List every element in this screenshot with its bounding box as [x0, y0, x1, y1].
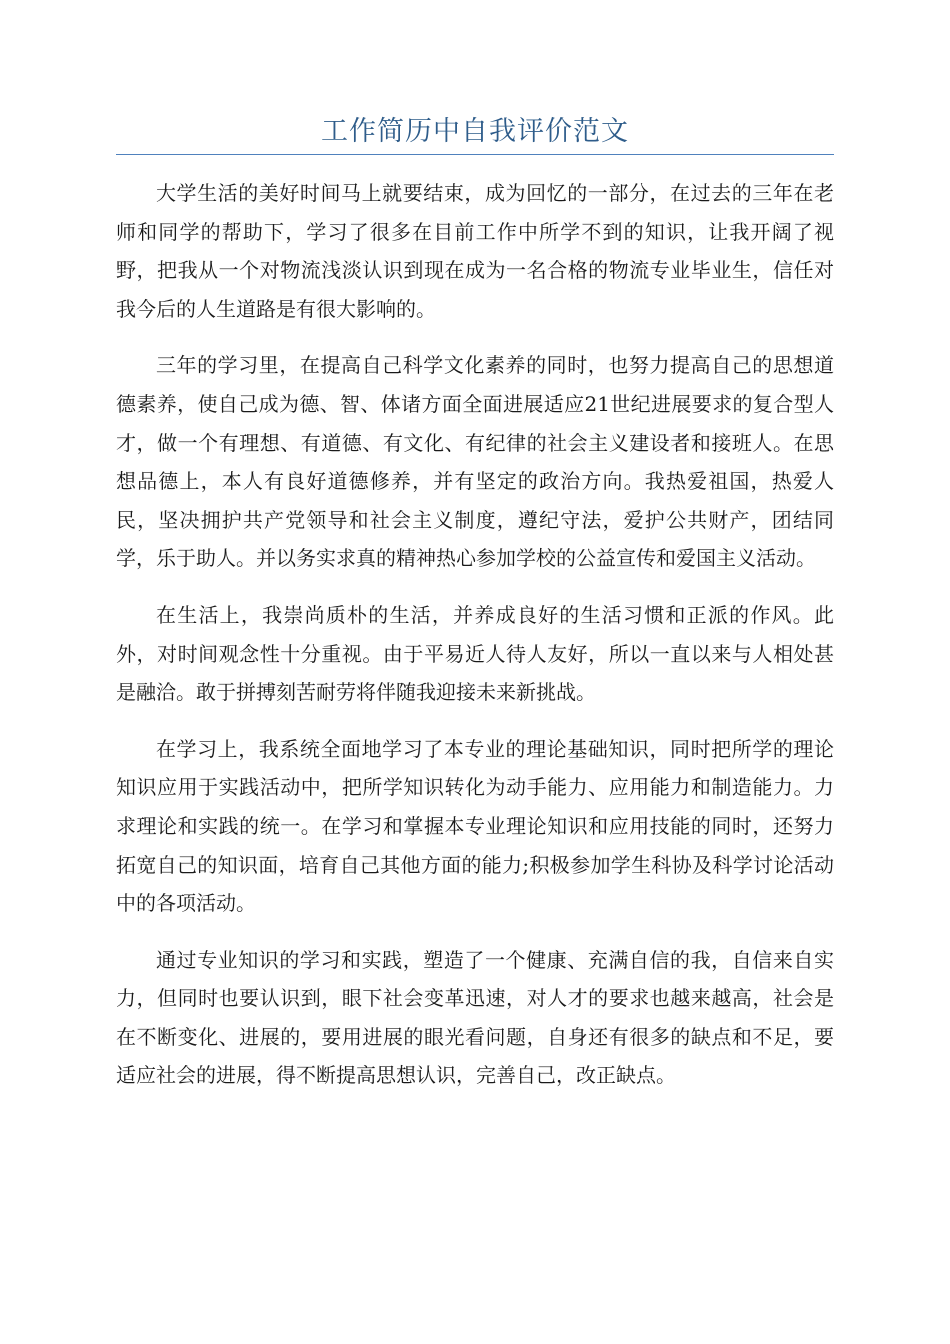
paragraph: 通过专业知识的学习和实践，塑造了一个健康、充满自信的我，自信来自实力，但同时也要认识到，眼下社会变革迅速，对人才的要求也越来越高，社会是在不断变化、进展的，要用进展的眼光看问题，自身还有很多的缺点和不足，要适应社会的进展，得不断提高思想认识，完善自己，改正缺点。	[116, 947, 834, 1088]
title-underline	[116, 154, 834, 155]
paragraph: 在生活上，我崇尚质朴的生活，并养成良好的生活习惯和正派的作风。此外，对时间观念性十分重视。由于平易近人待人友好，所以一直以来与人相处甚是融洽。敢于拼搏刻苦耐劳将伴随我迎接未来新挑战。	[116, 602, 834, 705]
paragraph: 在学习上，我系统全面地学习了本专业的理论基础知识，同时把所学的理论知识应用于实践活动中，把所学知识转化为动手能力、应用能力和制造能力。力求理论和实践的统一。在学习和掌握本专业理论知识和应用技能的同时，还努力拓宽自己的知识面，培育自己其他方面的能力;积极参加学生科协及科学讨论活动中的各项活动。	[116, 736, 834, 916]
paragraph: 大学生活的美好时间马上就要结束，成为回忆的一部分，在过去的三年在老师和同学的帮助下，学习了很多在目前工作中所学不到的知识，让我开阔了视野，把我从一个对物流浅淡认识到现在成为一名合格的物流专业毕业生，信任对我今后的人生道路是有很大影响的。	[116, 181, 834, 321]
document-title: 工作简历中自我评价范文	[321, 116, 629, 147]
paragraph: 三年的学习里，在提高自己科学文化素养的同时，也努力提高自己的思想道德素养，使自己成为德、智、体诸方面全面进展适应21世纪进展要求的复合型人才，做一个有理想、有道德、有文化、有纪律的社会主义建设者和接班人。在思想品德上，本人有良好道德修养，并有坚定的政治方向。我热爱祖国，热爱人民，坚决拥护共产党领导和社会主义制度，遵纪守法，爱护公共财产，团结同学，乐于助人。并以务实求真的精神热心参加学校的公益宣传和爱国主义活动。	[116, 353, 834, 571]
document-body	[116, 174, 834, 1113]
